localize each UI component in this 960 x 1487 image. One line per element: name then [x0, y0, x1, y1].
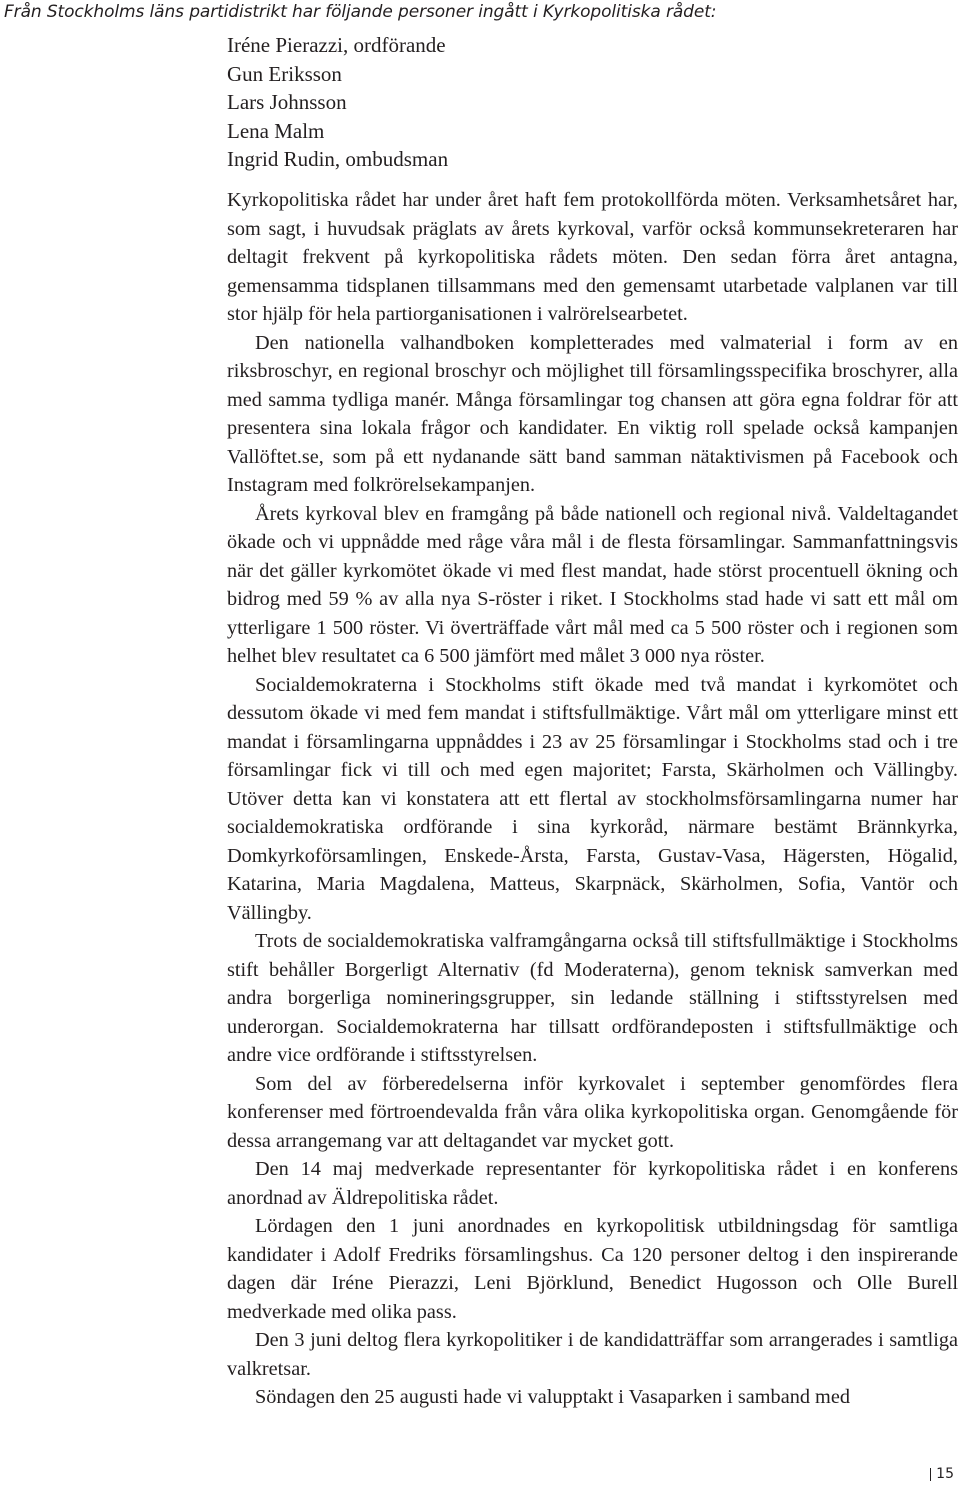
paragraph: Den 14 maj medverkade representanter för kyrkopolitiska rådet i en konferens anordnad av Äldrepolitiska rådet. — [227, 1158, 958, 1209]
page-footer — [930, 1465, 954, 1483]
member-item: Gun Eriksson — [227, 61, 342, 86]
paragraph: Lördagen den 1 juni anordnades en kyrkopolitisk utbildningsdag för samtliga kandidater i Adolf Fredriks församlingshus. Ca 120 personer deltog i den inspirerande dagen där Iréne Pierazzi, Leni Björklund, Benedict Hugosson och Olle Burell medverkade med olika pass. — [227, 1215, 958, 1323]
paragraph: Den nationella valhandboken kompletterades med valmaterial i form av en riksbroschyr, en regional broschyr och möjlighet till församlingsspecifika broschyrer, alla med samma tydliga manér. Många församlingar tog chansen att göra egna foldrar för att presentera sina lokala frågor och kandidater. En viktig roll spelade också kampanjen Vallöftet.se, som på ett nydanande sätt band samman nätaktivismen på Facebook och Instagram med folkrörelsekampanjen. — [227, 331, 958, 496]
member-list — [227, 31, 448, 174]
page-heading: Från Stockholms läns partidistrikt har följande personer ingått i Kyrkopolitiska rådet: — [4, 2, 717, 22]
member-item: Iréne Pierazzi, ordförande — [227, 33, 446, 57]
paragraph: Den 3 juni deltog flera kyrkopolitiker i de kandidatträffar som arrangerades i samtliga valkretsar. — [227, 1329, 958, 1380]
body-text — [227, 186, 958, 1412]
paragraph: Som del av förberedelserna inför kyrkovalet i september genomfördes flera konferenser med förtroendevalda från våra olika kyrkopolitiska organ. Genomgående för dessa arrangemang var att deltagandet var mycket gott. — [227, 1072, 958, 1152]
member-item: Ingrid Rudin, ombudsman — [227, 147, 449, 171]
paragraph: Kyrkopolitiska rådet har under året haft fem protokollförda möten. Verksamhetsåret har, som sagt, i huvudsak präglats av årets kyrkoval, varför också kommunsekreteraren har deltagit frekvent på kyrkopolitiska rådets möten. Den sedan förra året antagna, gemensamma tidsplanen tillsammans med den gemensamt utarbetade valplanen var till stor hjälp för hela partiorganisationen i valrörelsearbetet. — [227, 189, 958, 325]
page-number: 15 — [936, 1466, 954, 1482]
member-item: Lars Johnsson — [227, 90, 347, 114]
paragraph: Årets kyrkoval blev en framgång på både nationell och regional nivå. Valdeltagandet ökade och vi uppnådde med råge våra mål i de flesta församlingar. Sammanfattningsvis när det gäller kyrkomötet ökade vi med flest mandat, hade störst procentuell ökning och bidrog med 59 % av alla nya S-röster i riket. I Stockholms stad hade vi satt ett mål om ytterligare 1 500 röster. Vi överträffade vårt mål med ca 5 500 röster och i regionen som helhet blev resultatet ca 6 500 jämfört med målet 3 000 nya röster. — [227, 502, 958, 667]
paragraph: Söndagen den 25 augusti hade vi valupptakt i Vasaparken i samband med — [255, 1386, 850, 1408]
member-item: Lena Malm — [227, 118, 325, 143]
paragraph: Socialdemokraterna i Stockholms stift ökade med två mandat i kyrkomötet och dessutom ökade vi med fem mandat i stiftsfullmäktige. Vårt mål om ytterligare minst ett mandat i församlingarna uppnåddes i 23 av 25 församlingar i Stockholms stad och i tre församlingar fick vi till och med egen majoritet; Farsta, Skärholmen och Vällingby. Utöver detta kan vi konstatera att ett flertal av stockholmsförsamlingarna numer har socialdemokratiska ordförande i sina kyrkoråd, närmare bestämt Brännkyrka, Domkyrkoförsamlingen, Enskede-Årsta, Farsta, Gustav-Vasa, Hägersten, Högalid, Katarina, Maria Magdalena, Matteus, Skarpnäck, Skärholmen, Sofia, Vantör och Vällingby. — [227, 673, 958, 924]
paragraph: Trots de socialdemokratiska valframgångarna också till stiftsfullmäktige i Stockholms stift behåller Borgerligt Alternativ (fd Moderaterna), genom teknisk samverkan med andra borgerliga nomineringsgrupper, sin ledande ställning i stiftsstyrelsen med underorgan. Socialdemokraterna har tillsatt ordförandeposten i stiftsfullmäktige och andre vice ordförande i stiftsstyrelsen. — [227, 930, 958, 1066]
folio-divider — [930, 1468, 931, 1481]
